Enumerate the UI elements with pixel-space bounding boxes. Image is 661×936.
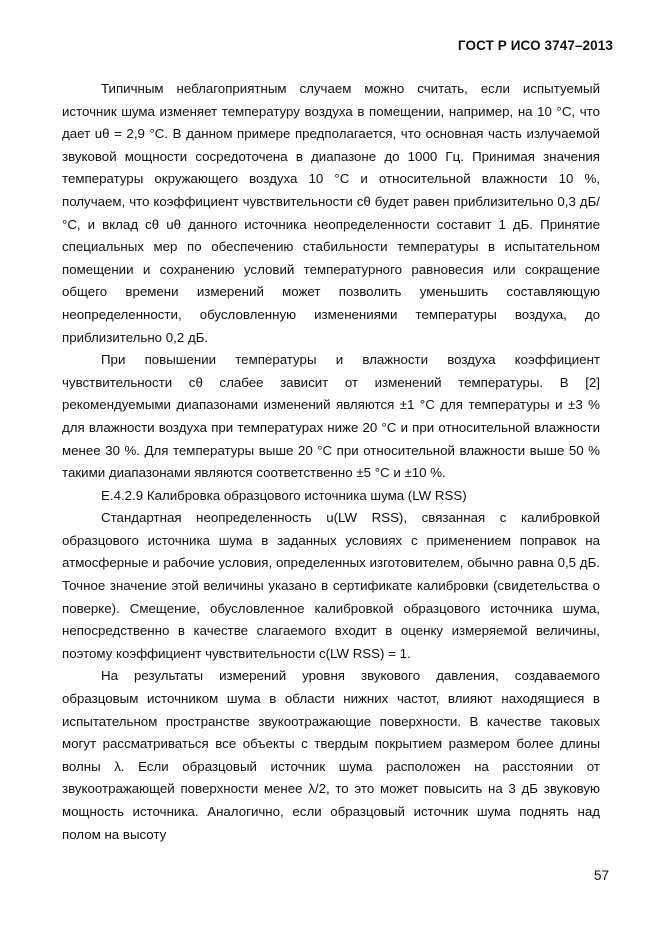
- paragraph-calibration-uncertainty: Стандартная неопределенность u(LW RSS), связанная с калибровкой образцового источника шума в заданных условиях с применением поправок на атмосферные и рабочие условия, определенных изготовителем, обычно равна 0,5 дБ. Точное значение этой величины указано в сертификате калибровки (свидетельства о поверке). Смещение, обусловленное калибровкой образцового источника шума, непосредственно в качестве слагаемого входит в оценку измеряемой величины, поэтому коэффициент чувствительности c(LW RSS) = 1.: [62, 510, 600, 661]
- section-heading-calibration: Е.4.2.9 Калибровка образцового источника шума (LW RSS): [101, 487, 467, 503]
- document-header: ГОСТ Р ИСО 3747–2013: [457, 38, 613, 53]
- paragraph-temperature-example: Типичным неблагоприятным случаем можно считать, если испытуемый источник шума изменяет температуру воздуха в помещении, например, на 10 °С, что дает uθ = 2,9 °С. В данном примере предполагается, что основная часть излучаемой звуковой мощности сосредоточена в диапазоне до 1000 Гц. Принимая значения температуры окружающего воздуха 10 °С и относительной влажности 10 %, получаем, что коэффициент чувствительности cθ будет равен приблизительно 0,3 дБ/°С, и вклад cθ uθ данного источника неопределенности составит 1 дБ. Принятие специальных мер по обеспечению стабильности температуры в испытательном помещении и сохранению условий температурного равновесия или сокращение общего времени измерений может позволить уменьшить составляющую неопределенности, обусловленную изменениями температуры воздуха, до приблизительно 0,2 дБ.: [62, 81, 600, 345]
- page-number: 57: [593, 868, 609, 883]
- paragraph-humidity-ranges: При повышении температуры и влажности воздуха коэффициент чувствительности cθ слабее зависит от изменений температуры. В [2] рекомендуемыми диапазонами изменений являются ±1 °С для температуры и ±3 % для влажности воздуха при температурах ниже 20 °С и при относительной влажности менее 30 %. Для температуры выше 20 °С при относительной влажности выше 50 % такими диапазонами являются соответственно ±5 °С и ±10 %.: [62, 352, 600, 481]
- paragraph-reflecting-surfaces: На результаты измерений уровня звукового давления, создаваемого образцовым источником шума в области нижних частот, влияют находящиеся в испытательном пространстве звукоотражающие поверхности. В качестве таковых могут рассматриваться все объекты с твердым покрытием размером более длины волны λ. Если образцовый источник шума расположен на расстоянии от звукоотражающей поверхности менее λ/2, то это может повысить на 3 дБ звуковую мощность источника. Аналогично, если образцовый источник шума поднять над полом на высоту: [62, 668, 600, 842]
- page-body: [62, 78, 600, 846]
